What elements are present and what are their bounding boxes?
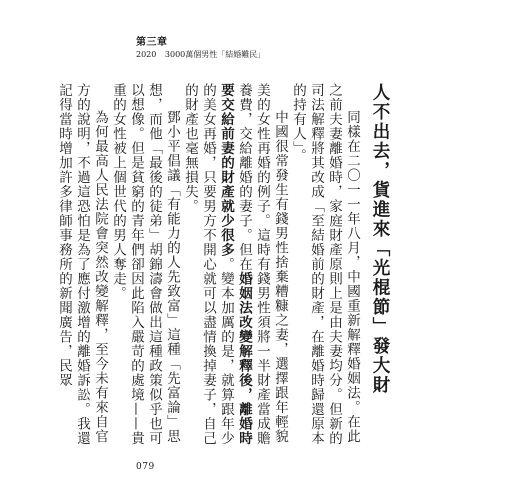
chapter-heading: 第三章 [136, 37, 168, 48]
running-header-title: 3000萬個男性「結婚難民」 [164, 50, 266, 59]
running-header-year: 2020 [136, 50, 157, 59]
paragraph-text: 同樣在二〇一一年八月，中國重新解釋婚姻法。在此之前夫妻離婚時，家庭財產原則上是由夫妻均分。但新的司法解釋將其改成「至結婚前的財產，在離婚時歸還原本的持有人」。 [290, 83, 360, 446]
paragraph-text: 鄧小平倡議「有能力的人先致富」這種「先富論」思想，而他「最後的徒弟」胡錦濤會做出這種政策似乎也可以想像。但是貧窮的青年們卻因此陷入嚴苛的處境——貴重的女性被上個世代的男人奪走。 [110, 83, 180, 446]
body-text [55, 83, 361, 456]
paragraph-text: 為何最高人民法院會突然改變解釋，至今未有來自官方的說明，不過這恐怕是為了應付激增的離婚訴訟。我還記得當時增加許多律師事務所的新聞廣告，民眾 [56, 83, 108, 446]
paragraph [55, 83, 109, 456]
page-body [56, 83, 393, 456]
paragraph [289, 83, 361, 456]
running-header [136, 49, 265, 60]
emphasis-text: 婚姻法改變解釋後，離婚時要交給前妻的財產就少很多 [218, 83, 252, 446]
paragraph-text: 。變本加厲的是，就算跟年少的美女再婚，只要男方不開心就可以盡情換掉妻子，自己的財產也毫無損失。 [182, 83, 234, 446]
paragraph-text: 中國很常發生有錢男性捨棄糟糠之妻，選擇跟年輕貌美的女性再婚的例子。這時有錢男性須將一半財產當成贍養費，交給離婚的妻子。但在 [236, 83, 288, 446]
section-title: 人不出去，貨進來「光棍節」發大財 [370, 83, 390, 395]
page-number: 079 [136, 462, 155, 472]
paragraph [181, 83, 289, 456]
paragraph [109, 83, 181, 456]
